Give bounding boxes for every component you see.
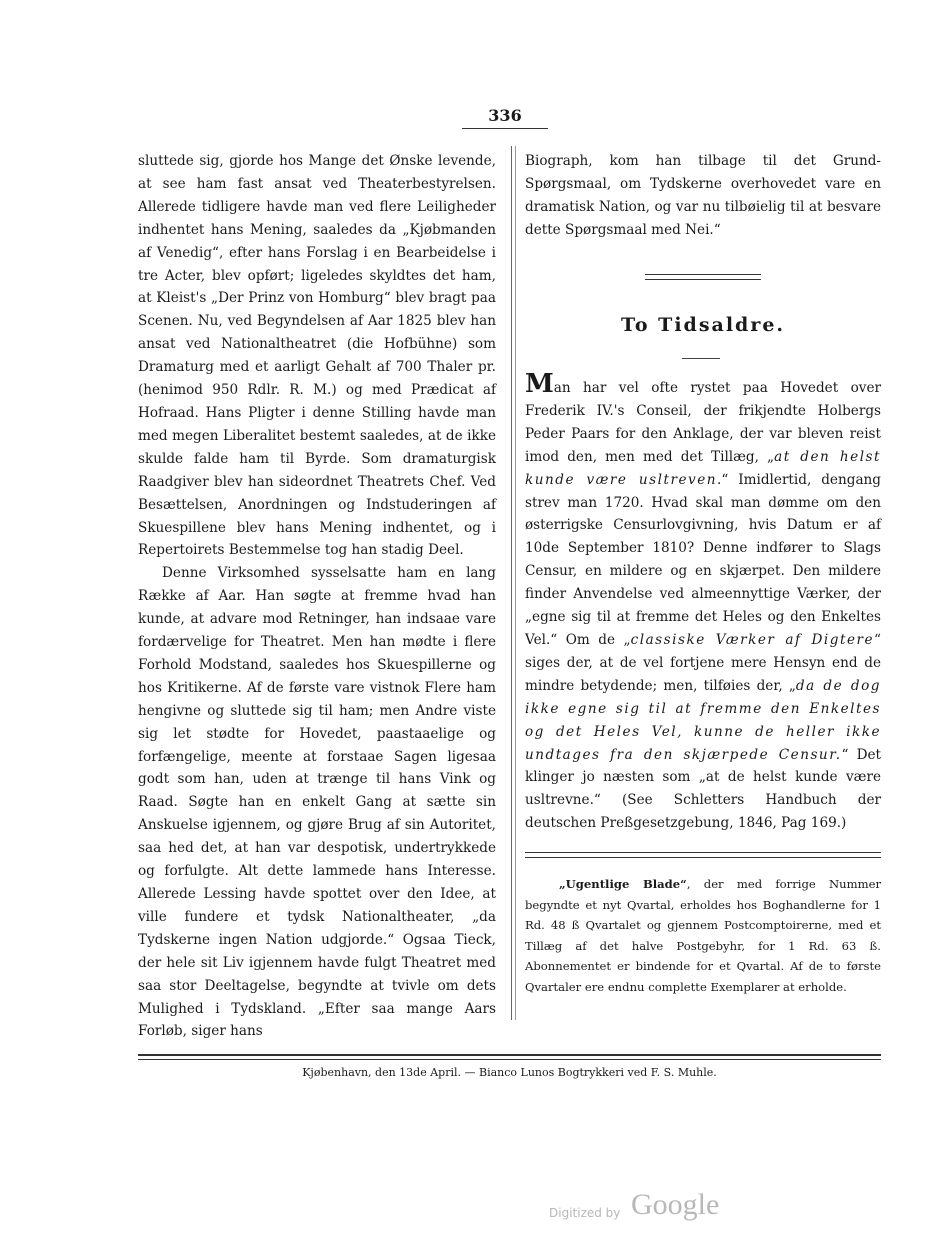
section-separator-rule [645, 274, 761, 280]
right-column-continuation [525, 150, 881, 242]
article-text-1: an har vel ofte rystet paa Hovedet over Frederik IV.'s Conseil, der frikjendte Holbergs Peder Paars for den Anklage, der var bleven reist imod den, men med det Tillæg, „ [525, 380, 881, 465]
column-divider [511, 146, 516, 1020]
digitized-by-text: Digitized by [549, 1206, 621, 1220]
article-text-2: .“ Imidlertid, dengang strev man 1720. Hvad skal man dømme om den østerrigske Censurlovgivning, hvis Datum er af 10de September 1810? Denne indfører to Slags Censur, en mildere og en skjærpet. Den mildere finder Anvendelse ved almeennyttige Værker, der „egne sig til at fremme det Heles og den Enkeltes Vel.“ Om de „ [525, 471, 881, 648]
article-spaced-1: at den helst kunde være usltreven [525, 448, 881, 488]
right-column-article [525, 369, 881, 835]
notice-text: , der med forrige Nummer begyndte et nyt Qvartal, erholdes hos Boghandlerne for 1 Rd. 48 ß Qvartalet og gjennem Postcomptoirerne, med et Tillæg af det halve Postgebyhr, for 1 Rd. 63 ß. Abonnementet er bindende for et Qvartal. Af de to første Qvartaler ere endnu complette Exemplarer at erholde. [525, 877, 881, 994]
left-paragraph-1: sluttede sig, gjorde hos Mange det Ønske levende, at see ham fast ansat ved Theaterbestyrelsen. Allerede tidligere havde man ved flere Leiligheder indhentet hans Mening, saaledes da „Kjøbmanden af Venedig“, efter hans Forslag i en Bearbeidelse i tre Acter, blev opført; ligeledes skyldtes det ham, at Kleist's „Der Prinz von Homburg“ blev bragt paa Scenen. Nu, ved Begyndelsen af Aar 1825 blev han ansat ved Nationaltheatret (die Hofbühne) som Dramaturg med et aarligt Gehalt af 700 Thaler pr. (henimod 950 Rdlr. R. M.) og med Prædicat af Hofraad. Hans Pligter i denne Stilling havde man med megen Liberalitet bestemt saaledes, at de ikke skulde falde ham til Byrde. Som dramaturgisk Raadgiver blev han sideordnet Theatrets Chef. Ved Besættelsen, Anordningen og Indstuderingen af Skuespillene blev hans Mening indhentet, og i Repertoirets Bestemmelse tog han stadig Deel. [138, 153, 496, 559]
left-paragraph-2: Denne Virksomhed sysselsatte ham en lang Række af Aar. Han søgte at fremme hvad han kunde, at advare mod Retninger, han indsaae vare fordærvelige for Theatret. Men han mødte i flere Forhold Modstand, saaledes hos Skuespillerne og hos Kritikerne. Af de første vare vistnok Flere ham hengivne og sluttede sig til ham; men Andre viste sig let stødte for Hovedet, paastaaelige og forfængelige, meente at forstaae Sagen ligesaa godt som han, uden at trænge til hans Vink og Raad. Søgte han en enkelt Gang at sætte sin Anskuelse igjennem, og gjøre Brug af sin Autoritet, saa hed det, at han var despotisk, undertrykkede og forfulgte. Alt dette lammede hans Interesse. Allerede Lessing havde spottet over den Idee, at ville fundere et tydsk Nationaltheater, „da Tydskerne ingen Nation udgjorde.“ Ogsaa Tieck, der hele sit Liv igjennem havde fulgt Theatret med saa stor Deeltagelse, begyndte at tvivle om dets Mulighed i Tydskland. „Efter saa mange Aars Forløb, siger hans [138, 565, 496, 1040]
digitized-watermark [549, 1186, 749, 1226]
article-text-4: “ Det klinger jo næsten som „at de helst kunde være usltrevne.“ (See Schletters Handbuch der deutschen Preßgesetzgebung, 1846, Pag 169.) [525, 746, 881, 832]
page-number: 336 [488, 106, 522, 125]
notice-title: „Ugentlige Blade“ [559, 877, 687, 891]
left-column [138, 150, 496, 1043]
footer-rule [138, 1054, 881, 1060]
article-text-3: “ siges der, at de vel fortjene mere Hensyn end de mindre betydende; men, tilføies der, „ [525, 631, 881, 694]
subscription-notice [525, 874, 881, 998]
title-underline-rule [682, 358, 720, 359]
imprint-footer: Kjøbenhavn, den 13de April. — Bianco Lunos Bogtrykkeri ved F. S. Muhle. [302, 1066, 717, 1079]
notice-separator-rule [525, 852, 881, 858]
google-logo: Google [631, 1188, 720, 1221]
page-number-rule [462, 128, 548, 129]
article-paragraph [525, 369, 881, 835]
article-spaced-3: da de dog ikke egne sig til at fremme den Enkeltes og det Heles Vel, kunne de heller ikke undtages fra den skjærpede Censur. [525, 677, 881, 763]
continuation-paragraph: Biograph, kom han tilbage til det Grund-Spørgsmaal, om Tydskerne overhovedet vare en dramatisk Nation, og var nu tilbøielig til at besvare dette Spørgsmaal med Nei.“ [525, 153, 881, 238]
article-spaced-2: classiske Værker af Digtere [630, 631, 875, 648]
dropcap: M [525, 369, 554, 399]
section-title: To Tidsaldre. [620, 314, 786, 336]
